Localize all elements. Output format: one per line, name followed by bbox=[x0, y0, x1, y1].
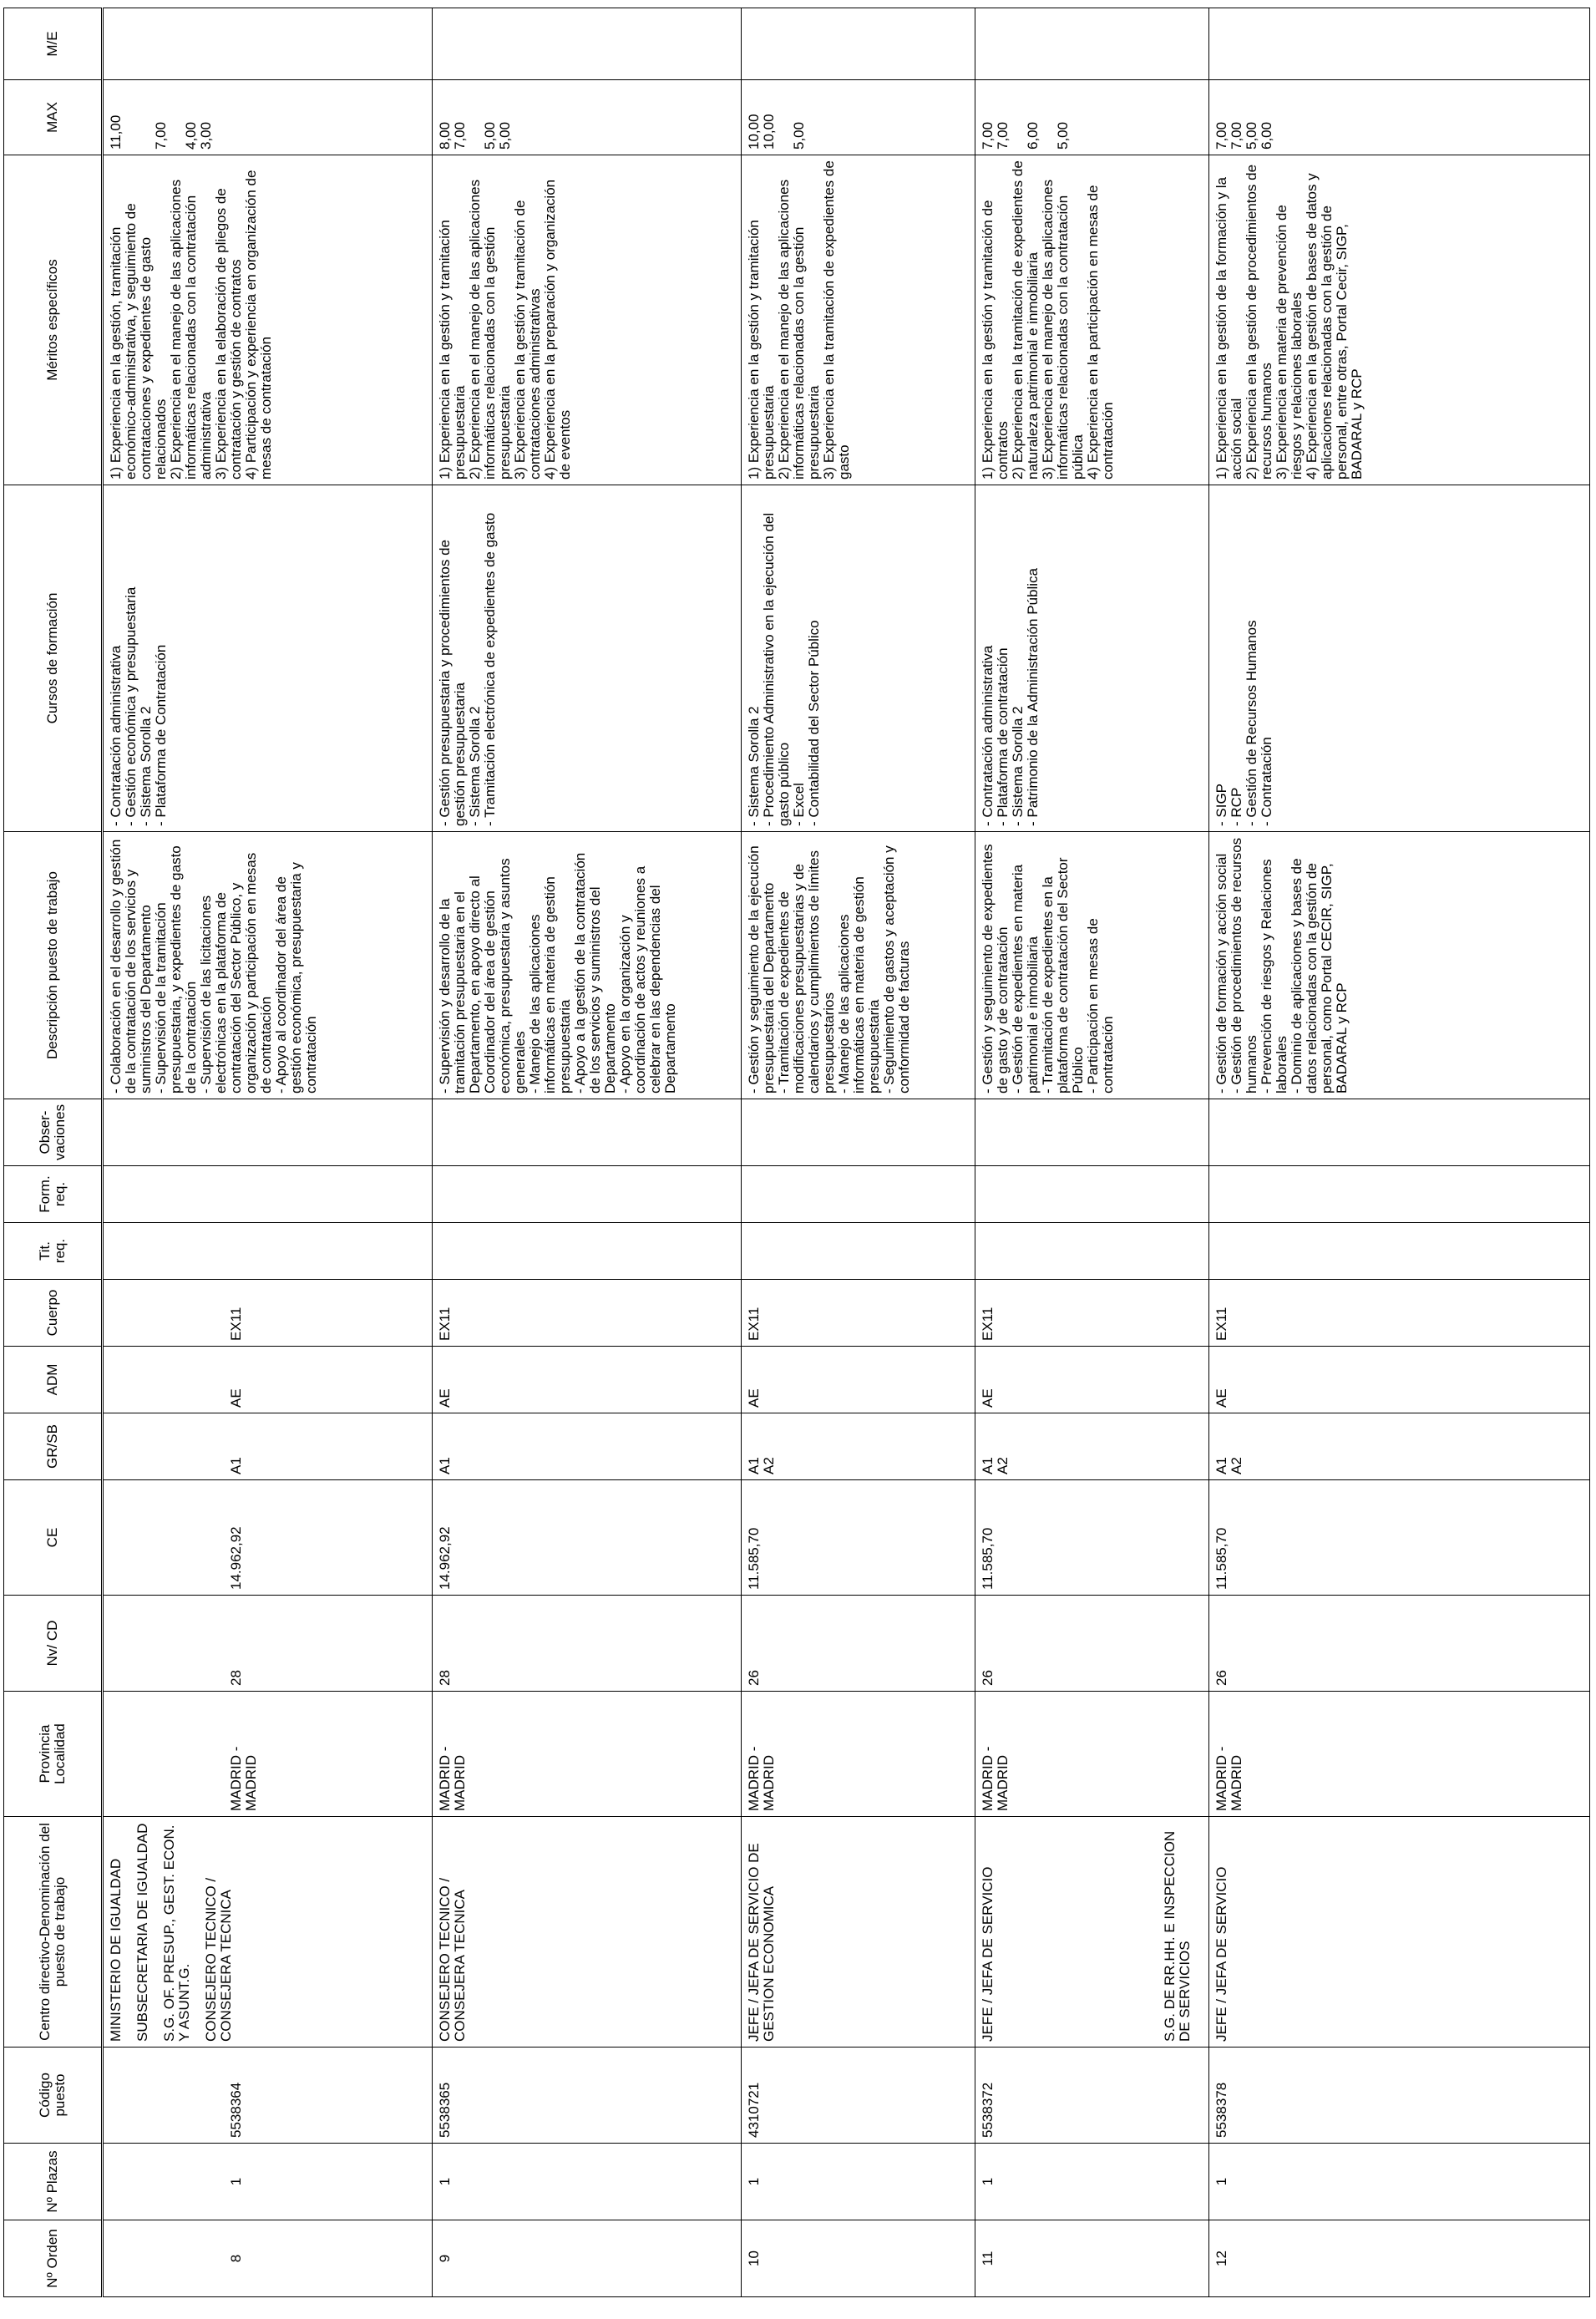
cell-cuerpo: EX11 bbox=[975, 1280, 1209, 1347]
cell-me bbox=[975, 8, 1209, 80]
cell-titulacion bbox=[433, 1223, 742, 1280]
cell-formacion bbox=[103, 1166, 433, 1223]
cell-me bbox=[742, 8, 975, 80]
cell-meritos: 1) Experiencia en la gestión y tramitación presupuestaria 2) Experiencia en el manejo de las aplicaciones informáticas relacionadas con la gestión presupuestaria 3) Experiencia en la tramitación de expedientes de gasto bbox=[742, 155, 975, 485]
cell-adm: AE bbox=[975, 1347, 1209, 1413]
cell-cuerpo: EX11 bbox=[1209, 1280, 1590, 1347]
header-cuerpo: Cuerpo bbox=[4, 1280, 103, 1347]
cell-centro: JEFE / JEFA DE SERVICIO DE GESTION ECONOMICA bbox=[742, 1817, 975, 2048]
cell-adm: AE bbox=[742, 1347, 975, 1413]
cell-observaciones bbox=[433, 1099, 742, 1166]
cell-nivel: 26 bbox=[1209, 1596, 1590, 1692]
header-ce: CE bbox=[4, 1480, 103, 1596]
cell-nivel: 26 bbox=[975, 1596, 1209, 1692]
cell-adm: AE bbox=[1209, 1347, 1590, 1413]
cell-meritos: 1) Experiencia en la gestión, tramitación económico-administrativa, y seguimiento de contrataciones y expedientes de gasto relacionados 2) Experiencia en el manejo de las aplicaciones informáticas relacionadas con la contratación administrativa 3) Experiencia en la elaboración de pliegos de contratación y gestión de contratos 4) Participación y experiencia en organización de mesas de contratación bbox=[103, 155, 433, 485]
cell-formacion bbox=[433, 1166, 742, 1223]
cell-ce: 11.585,70 bbox=[742, 1480, 975, 1596]
cell-max: 11,00 7,00 4,00 3,00 bbox=[103, 80, 433, 155]
cell-orden: 9 bbox=[433, 2220, 742, 2297]
cell-descripcion: - Supervisión y desarrollo de la tramitación presupuestaria en el Departamento, en apoyo directo al Coordinador del área de gestión económica, presupuestaria y asuntos generales - Manejo de las aplicaciones informáticas en materia de gestión presupuestaria - Apoyo a la gestión de la contratación de los servicios y suministros del Departamento - Apoyo en la organización y coordinación de actos y reuniones a celebrar en las dependencias del Departamento bbox=[433, 832, 742, 1099]
cell-me bbox=[1209, 8, 1590, 80]
cell-plazas: 1 bbox=[975, 2144, 1209, 2220]
table-row bbox=[103, 8, 433, 2297]
header-grupo: GR/SB bbox=[4, 1413, 103, 1480]
header-nivel: Nv/ CD bbox=[4, 1596, 103, 1692]
cell-meritos: 1) Experiencia en la gestión de la formación y la acción social 2) Experiencia en la gestión de procedimientos de recursos humanos 3) Experiencia en materia de prevención de riesgos y relaciones laborales 4) Experiencia en la gestión de bases de datos y aplicaciones relacionadas con la gestión de personal, entre otras, Portal Cecir, SIGP, BADARAL y RCP bbox=[1209, 155, 1590, 485]
cell-ce: 11.585,70 bbox=[1209, 1480, 1590, 1596]
cell-codigo: 5538364 bbox=[103, 2048, 433, 2144]
cell-provincia: MADRID - MADRID bbox=[975, 1692, 1209, 1817]
header-meritos: Méritos específicos bbox=[4, 155, 103, 485]
cell-centro bbox=[975, 1817, 1209, 2048]
cell-provincia: MADRID - MADRID bbox=[433, 1692, 742, 1817]
cell-centro: JEFE / JEFA DE SERVICIO bbox=[1209, 1817, 1590, 2048]
cell-nivel: 26 bbox=[742, 1596, 975, 1692]
cell-orden: 10 bbox=[742, 2220, 975, 2297]
header-titulacion: Tit. req. bbox=[4, 1223, 103, 1280]
cell-centro: CONSEJERO TECNICO / CONSEJERA TECNICA bbox=[433, 1817, 742, 2048]
cell-max: 7,00 7,00 6,00 5,00 bbox=[975, 80, 1209, 155]
cell-formacion bbox=[975, 1166, 1209, 1223]
sg-presup-name: S.G. OF. PRESUP., GEST. ECON. Y ASUNT.G. bbox=[161, 1824, 192, 2042]
header-codigo: Código puesto bbox=[4, 2048, 103, 2144]
cell-titulacion bbox=[1209, 1223, 1590, 1280]
cell-cursos: - Sistema Sorolla 2 - Procedimiento Administrativo en la ejecución del gasto público - Excel - Contabilidad del Sector Público bbox=[742, 485, 975, 832]
header-plazas: Nº Plazas bbox=[4, 2144, 103, 2220]
cell-observaciones bbox=[742, 1099, 975, 1166]
cell-ce: 14.962,92 bbox=[433, 1480, 742, 1596]
cell-titulacion bbox=[975, 1223, 1209, 1280]
cell-max: 8,00 7,00 5,00 5,00 bbox=[433, 80, 742, 155]
cell-descripcion: - Gestión de formación y acción social - Gestión de procedimientos de recursos humanos - Prevención de riesgos y Relaciones laborales - Dominio de aplicaciones y bases de datos relacionadas con la gestión de personal, como Portal CECIR, SIGP, BADARAL y RCP bbox=[1209, 832, 1590, 1099]
cell-observaciones bbox=[103, 1099, 433, 1166]
header-observaciones: Obser- vaciones bbox=[4, 1099, 103, 1166]
cell-formacion bbox=[1209, 1166, 1590, 1223]
cell-nivel: 28 bbox=[433, 1596, 742, 1692]
cell-descripcion: - Colaboración en el desarrollo y gestión de la contratación de los servicios y suministros del Departamento - Supervisión de la tramitación presupuestaria, y expedientes de gasto de la contratación - Supervisión de las licitaciones electrónicas en la plataforma de contratación del Sector Público, y organización y participación en mesas de contratación - Apoyo al coordinador del área de gestión económica, presupuestaria y contratación bbox=[103, 832, 433, 1099]
cell-codigo: 5538365 bbox=[433, 2048, 742, 2144]
header-provincia: Provincia Localidad bbox=[4, 1692, 103, 1817]
cell-plazas: 1 bbox=[433, 2144, 742, 2220]
cell-observaciones bbox=[975, 1099, 1209, 1166]
vacancy-table bbox=[3, 8, 1590, 2297]
cell-centro bbox=[103, 1817, 433, 2048]
cell-max: 7,00 7,00 5,00 6,00 bbox=[1209, 80, 1590, 155]
header-me: M/E bbox=[4, 8, 103, 80]
sg-rrhh-name: S.G. DE RR.HH. E INSPECCION DE SERVICIOS bbox=[1162, 1830, 1193, 2042]
cell-formacion bbox=[742, 1166, 975, 1223]
cell-cursos: - Contratación administrativa - Gestión económica y presupuestaria - Sistema Sorolla 2 - Plataforma de Contratación bbox=[103, 485, 433, 832]
cell-orden: 12 bbox=[1209, 2220, 1590, 2297]
header-cursos: Cursos de formación bbox=[4, 485, 103, 832]
cell-grupo: A1 bbox=[433, 1413, 742, 1480]
cell-adm: AE bbox=[103, 1347, 433, 1413]
cell-cuerpo: EX11 bbox=[742, 1280, 975, 1347]
cell-provincia: MADRID - MADRID bbox=[103, 1692, 433, 1817]
cell-adm: AE bbox=[433, 1347, 742, 1413]
cell-meritos: 1) Experiencia en la gestión y tramitación presupuestaria 2) Experiencia en el manejo de las aplicaciones informáticas relacionadas con la gestión presupuestaria 3) Experiencia en la gestión y tramitación de contrataciones administrativas 4) Experiencia en la preparación y organización de eventos bbox=[433, 155, 742, 485]
cell-plazas: 1 bbox=[742, 2144, 975, 2220]
header-adm: ADM bbox=[4, 1347, 103, 1413]
cell-grupo: A1 A2 bbox=[1209, 1413, 1590, 1480]
cell-grupo: A1 A2 bbox=[742, 1413, 975, 1480]
cell-titulacion bbox=[742, 1223, 975, 1280]
cell-titulacion bbox=[103, 1223, 433, 1280]
header-formacion: Form. req. bbox=[4, 1166, 103, 1223]
header-descripcion: Descripción puesto de trabajo bbox=[4, 832, 103, 1099]
cell-max: 10,00 10,00 5,00 bbox=[742, 80, 975, 155]
cell-plazas: 1 bbox=[1209, 2144, 1590, 2220]
table-row bbox=[742, 8, 975, 2297]
cell-ce: 14.962,92 bbox=[103, 1480, 433, 1596]
cell-me bbox=[103, 8, 433, 80]
ministry-name: MINISTERIO DE IGUALDAD bbox=[108, 1858, 124, 2042]
cell-orden: 8 bbox=[103, 2220, 433, 2297]
cell-meritos: 1) Experiencia en la gestión y tramitación de contratos 2) Experiencia en la tramitación de expedientes de naturaleza patrimonial e inmobiliaria 3) Experiencia en el manejo de las aplicaciones informáticas relacionadas con la contratación pública 4) Experiencia en la participación en mesas de contratación bbox=[975, 155, 1209, 485]
job-title: CONSEJERO TECNICO / CONSEJERA TECNICA bbox=[203, 1877, 234, 2042]
cell-descripcion: - Gestión y seguimiento de la ejecución presupuestaria del Departamento - Tramitación de expedientes de modificaciones presupuestarias y de calendarios y cumplimientos de límites presupuestarios - Manejo de las aplicaciones informáticas en materia de gestión presupuestaria - Seguimiento de gastos y aceptación y conformidad de facturas bbox=[742, 832, 975, 1099]
header-row bbox=[4, 8, 103, 2297]
cell-cursos: - Gestión presupuestaria y procedimientos de gestión presupuestaria - Sistema Sorolla 2 - Tramitación electrónica de expedientes de gasto bbox=[433, 485, 742, 832]
cell-descripcion: - Gestión y seguimiento de expedientes de gasto y de contratación - Gestión de expedientes en materia patrimonial e inmobiliaria - Tramitación de expedientes en la plataforma de contratación del Sector Público - Participación en mesas de contratación bbox=[975, 832, 1209, 1099]
cell-me bbox=[433, 8, 742, 80]
subsecretaria-name: SUBSECRETARIA DE IGUALDAD bbox=[134, 1823, 150, 2042]
cell-provincia: MADRID - MADRID bbox=[1209, 1692, 1590, 1817]
cell-orden: 11 bbox=[975, 2220, 1209, 2297]
cell-grupo: A1 A2 bbox=[975, 1413, 1209, 1480]
table-row bbox=[433, 8, 742, 2297]
cell-provincia: MADRID - MADRID bbox=[742, 1692, 975, 1817]
table-row bbox=[1209, 8, 1590, 2297]
cell-ce: 11.585,70 bbox=[975, 1480, 1209, 1596]
cell-cursos: - SIGP - RCP - Gestión de Recursos Humanos - Contratación bbox=[1209, 485, 1590, 832]
cell-plazas: 1 bbox=[103, 2144, 433, 2220]
job-title: JEFE / JEFA DE SERVICIO bbox=[980, 1866, 996, 2042]
table-row bbox=[975, 8, 1209, 2297]
cell-cursos: - Contratación administrativa - Plataforma de contratación - Sistema Sorolla 2 - Patrimonio de la Administración Pública bbox=[975, 485, 1209, 832]
cell-cuerpo: EX11 bbox=[103, 1280, 433, 1347]
cell-nivel: 28 bbox=[103, 1596, 433, 1692]
cell-observaciones bbox=[1209, 1099, 1590, 1166]
cell-grupo: A1 bbox=[103, 1413, 433, 1480]
header-orden: Nº Orden bbox=[4, 2220, 103, 2297]
header-centro: Centro directivo-Denominación del puesto de trabajo bbox=[4, 1817, 103, 2048]
cell-cuerpo: EX11 bbox=[433, 1280, 742, 1347]
header-max: MAX bbox=[4, 80, 103, 155]
cell-codigo: 5538378 bbox=[1209, 2048, 1590, 2144]
cell-codigo: 5538372 bbox=[975, 2048, 1209, 2144]
cell-codigo: 4310721 bbox=[742, 2048, 975, 2144]
